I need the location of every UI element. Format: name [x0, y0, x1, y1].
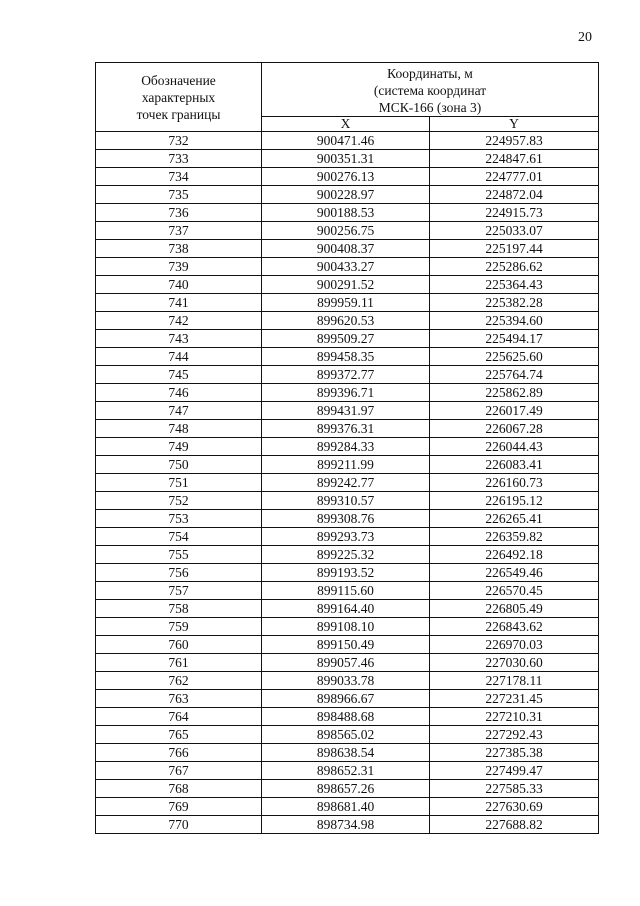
table-row — [96, 510, 599, 528]
y-cell: 226570.45 — [430, 582, 599, 600]
point-cell: 761 — [96, 654, 262, 672]
x-cell: 899620.53 — [262, 312, 430, 330]
point-cell: 755 — [96, 546, 262, 564]
point-cell: 732 — [96, 132, 262, 150]
header-coordinates — [262, 63, 599, 117]
x-cell: 899284.33 — [262, 438, 430, 456]
table-row — [96, 294, 599, 312]
header-y: Y — [430, 117, 599, 132]
point-cell: 768 — [96, 780, 262, 798]
x-cell: 899242.77 — [262, 474, 430, 492]
x-cell: 899431.97 — [262, 402, 430, 420]
x-cell: 898565.02 — [262, 726, 430, 744]
point-cell: 749 — [96, 438, 262, 456]
point-cell: 752 — [96, 492, 262, 510]
x-cell: 899057.46 — [262, 654, 430, 672]
x-cell: 899108.10 — [262, 618, 430, 636]
table-row — [96, 186, 599, 204]
point-cell: 769 — [96, 798, 262, 816]
y-cell: 226492.18 — [430, 546, 599, 564]
y-cell: 227688.82 — [430, 816, 599, 834]
table-row — [96, 384, 599, 402]
point-cell: 754 — [96, 528, 262, 546]
table-header — [96, 63, 599, 132]
x-cell: 900471.46 — [262, 132, 430, 150]
y-cell: 227210.31 — [430, 708, 599, 726]
table-row — [96, 438, 599, 456]
x-cell: 899193.52 — [262, 564, 430, 582]
table-row — [96, 474, 599, 492]
x-cell: 899293.73 — [262, 528, 430, 546]
point-cell: 735 — [96, 186, 262, 204]
y-cell: 225494.17 — [430, 330, 599, 348]
table-row — [96, 672, 599, 690]
x-cell: 899310.57 — [262, 492, 430, 510]
x-cell: 898681.40 — [262, 798, 430, 816]
y-cell: 227292.43 — [430, 726, 599, 744]
point-cell: 734 — [96, 168, 262, 186]
y-cell: 225286.62 — [430, 258, 599, 276]
point-cell: 750 — [96, 456, 262, 474]
y-cell: 226067.28 — [430, 420, 599, 438]
coordinates-table — [95, 62, 599, 834]
y-cell: 227030.60 — [430, 654, 599, 672]
y-cell: 226160.73 — [430, 474, 599, 492]
point-cell: 753 — [96, 510, 262, 528]
table-row — [96, 780, 599, 798]
x-cell: 899211.99 — [262, 456, 430, 474]
table-row — [96, 564, 599, 582]
point-cell: 743 — [96, 330, 262, 348]
point-cell: 742 — [96, 312, 262, 330]
point-cell: 756 — [96, 564, 262, 582]
header-designation-line: Обозначение — [141, 72, 216, 88]
header-coordinates-line: (система координат — [373, 83, 487, 98]
table-body — [96, 132, 599, 834]
point-cell: 745 — [96, 366, 262, 384]
table-row — [96, 636, 599, 654]
point-cell: 733 — [96, 150, 262, 168]
table-row — [96, 330, 599, 348]
y-cell: 224847.61 — [430, 150, 599, 168]
table-row — [96, 528, 599, 546]
point-cell: 759 — [96, 618, 262, 636]
table-row — [96, 402, 599, 420]
header-designation-line: характерных — [141, 89, 216, 105]
y-cell: 226195.12 — [430, 492, 599, 510]
y-cell: 226843.62 — [430, 618, 599, 636]
page-number: 20 — [578, 30, 592, 45]
x-cell: 899308.76 — [262, 510, 430, 528]
table-row — [96, 312, 599, 330]
x-cell: 899376.31 — [262, 420, 430, 438]
y-cell: 227231.45 — [430, 690, 599, 708]
x-cell: 898652.31 — [262, 762, 430, 780]
y-cell: 226265.41 — [430, 510, 599, 528]
y-cell: 225764.74 — [430, 366, 599, 384]
table-row — [96, 168, 599, 186]
x-cell: 899225.32 — [262, 546, 430, 564]
point-cell: 746 — [96, 384, 262, 402]
table-row — [96, 654, 599, 672]
header-coordinates-line: Координаты, м — [387, 66, 473, 81]
header-point-designation — [96, 63, 262, 132]
x-cell: 899372.77 — [262, 366, 430, 384]
table-row — [96, 618, 599, 636]
y-cell: 225862.89 — [430, 384, 599, 402]
table-row — [96, 798, 599, 816]
y-cell: 225394.60 — [430, 312, 599, 330]
table-row — [96, 348, 599, 366]
y-cell: 225033.07 — [430, 222, 599, 240]
y-cell: 227585.33 — [430, 780, 599, 798]
x-cell: 900276.13 — [262, 168, 430, 186]
table-row — [96, 240, 599, 258]
y-cell: 226044.43 — [430, 438, 599, 456]
x-cell: 900408.37 — [262, 240, 430, 258]
table-row — [96, 726, 599, 744]
y-cell: 226359.82 — [430, 528, 599, 546]
table-row — [96, 600, 599, 618]
table-row — [96, 492, 599, 510]
y-cell: 226017.49 — [430, 402, 599, 420]
x-cell: 899033.78 — [262, 672, 430, 690]
point-cell: 770 — [96, 816, 262, 834]
x-cell: 898966.67 — [262, 690, 430, 708]
table-row — [96, 132, 599, 150]
point-cell: 738 — [96, 240, 262, 258]
y-cell: 225364.43 — [430, 276, 599, 294]
table-row — [96, 258, 599, 276]
point-cell: 744 — [96, 348, 262, 366]
y-cell: 226805.49 — [430, 600, 599, 618]
x-cell: 899115.60 — [262, 582, 430, 600]
y-cell: 227630.69 — [430, 798, 599, 816]
header-designation-line: точек границы — [136, 106, 221, 122]
y-cell: 226549.46 — [430, 564, 599, 582]
point-cell: 737 — [96, 222, 262, 240]
x-cell: 898734.98 — [262, 816, 430, 834]
point-cell: 763 — [96, 690, 262, 708]
point-cell: 751 — [96, 474, 262, 492]
point-cell: 747 — [96, 402, 262, 420]
header-x: X — [262, 117, 430, 132]
header-coordinates-line: МСК-166 (зона 3) — [378, 100, 482, 115]
x-cell: 899959.11 — [262, 294, 430, 312]
x-cell: 900188.53 — [262, 204, 430, 222]
point-cell: 767 — [96, 762, 262, 780]
x-cell: 899164.40 — [262, 600, 430, 618]
y-cell: 225625.60 — [430, 348, 599, 366]
x-cell: 899458.35 — [262, 348, 430, 366]
table-row — [96, 150, 599, 168]
x-cell: 900228.97 — [262, 186, 430, 204]
y-cell: 227385.38 — [430, 744, 599, 762]
x-cell: 899396.71 — [262, 384, 430, 402]
table-row — [96, 582, 599, 600]
table-row — [96, 762, 599, 780]
x-cell: 900291.52 — [262, 276, 430, 294]
x-cell: 898488.68 — [262, 708, 430, 726]
x-cell: 900433.27 — [262, 258, 430, 276]
y-cell: 226970.03 — [430, 636, 599, 654]
y-cell: 226083.41 — [430, 456, 599, 474]
y-cell: 227499.47 — [430, 762, 599, 780]
x-cell: 900256.75 — [262, 222, 430, 240]
point-cell: 764 — [96, 708, 262, 726]
table-row — [96, 546, 599, 564]
y-cell: 227178.11 — [430, 672, 599, 690]
point-cell: 766 — [96, 744, 262, 762]
point-cell: 758 — [96, 600, 262, 618]
point-cell: 762 — [96, 672, 262, 690]
table-row — [96, 420, 599, 438]
table-row — [96, 276, 599, 294]
y-cell: 224915.73 — [430, 204, 599, 222]
header-row — [96, 63, 599, 117]
point-cell: 757 — [96, 582, 262, 600]
y-cell: 225382.28 — [430, 294, 599, 312]
x-cell: 899150.49 — [262, 636, 430, 654]
point-cell: 748 — [96, 420, 262, 438]
table-row — [96, 744, 599, 762]
y-cell: 225197.44 — [430, 240, 599, 258]
table-row — [96, 204, 599, 222]
table-row — [96, 690, 599, 708]
y-cell: 224872.04 — [430, 186, 599, 204]
table-row — [96, 708, 599, 726]
point-cell: 741 — [96, 294, 262, 312]
point-cell: 736 — [96, 204, 262, 222]
y-cell: 224777.01 — [430, 168, 599, 186]
x-cell: 899509.27 — [262, 330, 430, 348]
table-row — [96, 366, 599, 384]
x-cell: 898657.26 — [262, 780, 430, 798]
x-cell: 898638.54 — [262, 744, 430, 762]
x-cell: 900351.31 — [262, 150, 430, 168]
table-row — [96, 222, 599, 240]
point-cell: 760 — [96, 636, 262, 654]
table-row — [96, 816, 599, 834]
point-cell: 740 — [96, 276, 262, 294]
y-cell: 224957.83 — [430, 132, 599, 150]
point-cell: 765 — [96, 726, 262, 744]
point-cell: 739 — [96, 258, 262, 276]
table-row — [96, 456, 599, 474]
